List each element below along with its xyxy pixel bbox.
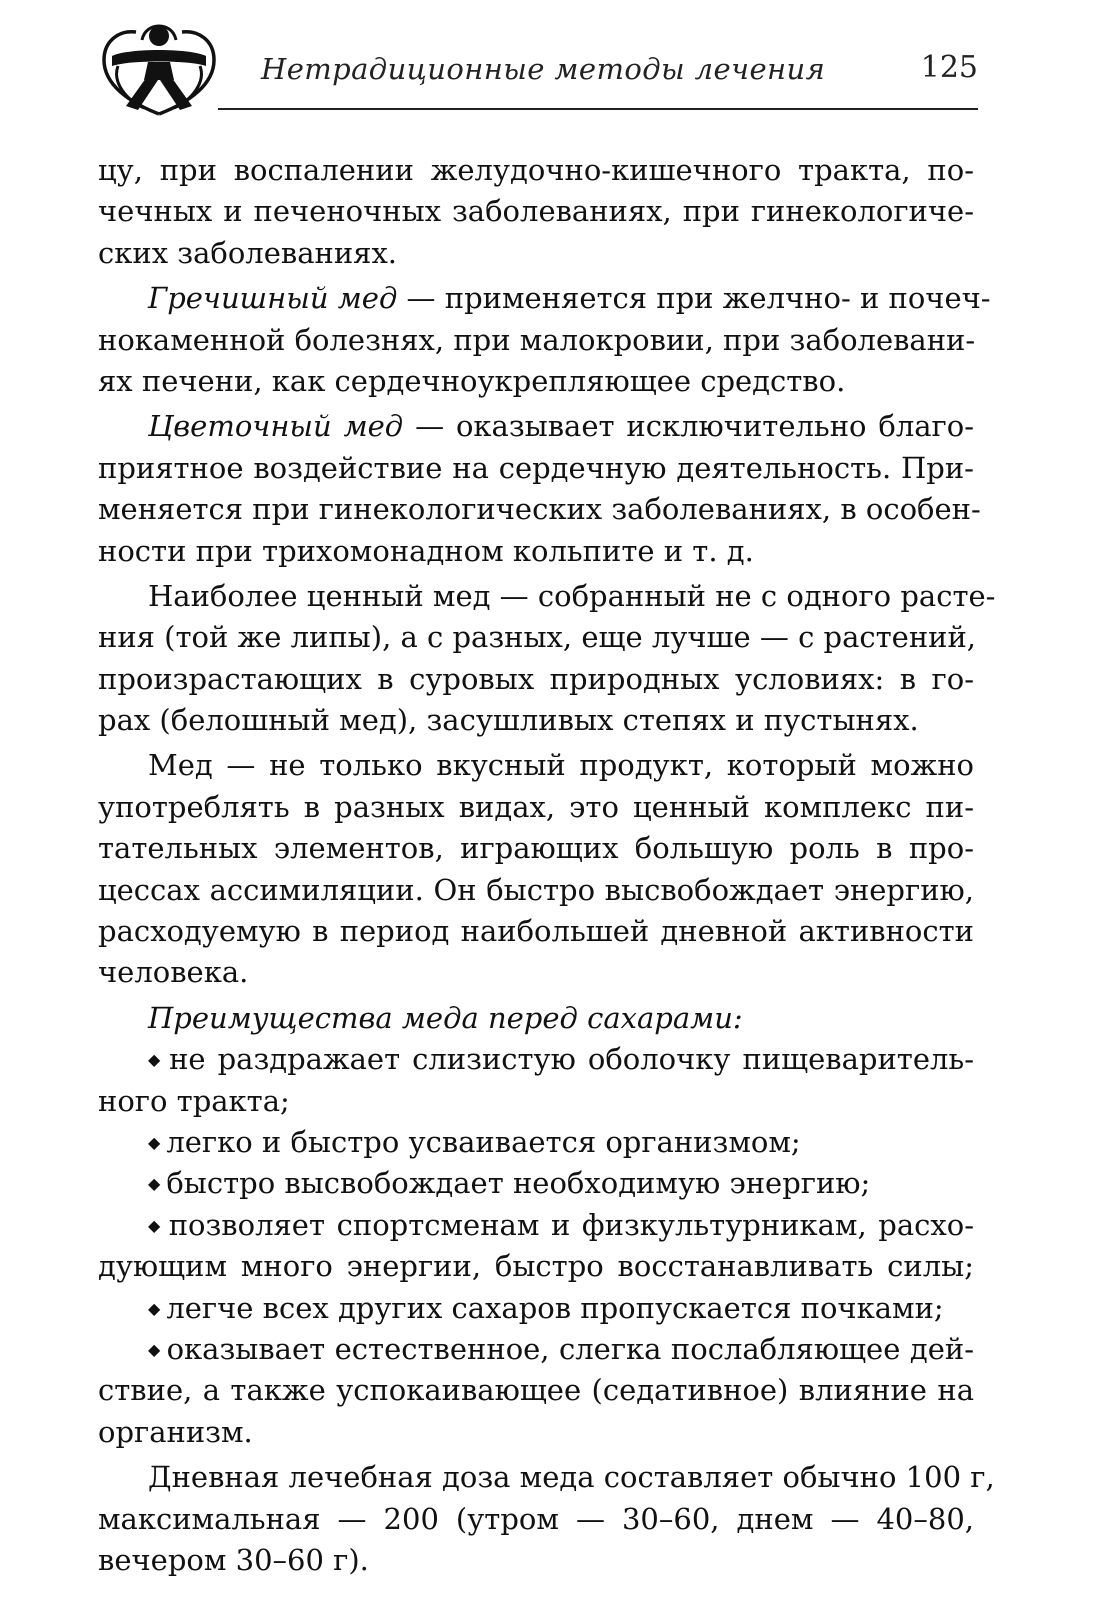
italic-term: Гречишный мед [148, 281, 398, 316]
header-divider [218, 108, 978, 110]
page-number: 125 [920, 50, 978, 85]
text-line: организм. [98, 1414, 253, 1449]
paragraph [98, 745, 974, 993]
line-text: оказывает естественное, слегка послабляющее дей- [166, 1331, 974, 1366]
advantages-list [98, 1039, 974, 1453]
line-text: легче всех других сахаров пропускается почками; [166, 1290, 944, 1325]
paragraph [98, 406, 981, 572]
list-item [98, 1329, 974, 1453]
text-line: Наиболее ценный мед — собранный не с одного расте- [148, 578, 996, 613]
diamond-bullet-icon: ◆ [148, 1050, 164, 1070]
text-line: максимальная — 200 (утром — 30–60, днем — 40–80, [98, 1501, 974, 1536]
text-line: ности при трихомонадном кольпите и т. д. [98, 533, 754, 568]
text-line: приятное воздействие на сердечную деятельность. При- [98, 450, 974, 485]
running-title: Нетрадиционные методы лечения [261, 52, 826, 86]
text-line: цу, при воспалении желудочно-кишечного тракта, по- [98, 153, 974, 187]
line-text: — применяется при желчно- и почеч- [397, 281, 991, 316]
text-line [98, 278, 991, 319]
text-line: вечером 30–60 г). [98, 1542, 369, 1577]
text-line: цессах ассимиляции. Он быстро высвобождает энергию, [98, 872, 974, 907]
text-line: ствие, а также успокаивающее (седативное) влияние на [98, 1373, 974, 1408]
diamond-bullet-icon: ◆ [148, 1298, 161, 1318]
person-emblem-icon [98, 22, 220, 117]
line-text: — оказывает исключительно благо- [403, 409, 974, 444]
text-line: чечных и печеночных заболеваниях, при гинекологиче- [98, 194, 974, 229]
diamond-bullet-icon: ◆ [148, 1132, 161, 1152]
text-line: ях печени, как сердечноукрепляющее средство. [98, 363, 846, 398]
body-text [98, 150, 996, 1581]
list-item [98, 1039, 974, 1122]
line-text: легко и быстро усваивается организмом; [166, 1124, 801, 1159]
text-line [98, 1288, 974, 1329]
text-line: дующим много энергии, быстро восстанавливать силы; [98, 1249, 974, 1284]
text-line: ских заболеваниях. [98, 235, 398, 270]
text-line: расходуемую в период наибольшей дневной активности [98, 914, 974, 949]
text-line: тательных элементов, играющих большую роль в про- [98, 831, 974, 866]
text-line: нокаменной болезнях, при малокровии, при заболевани- [98, 322, 976, 357]
page-header [98, 22, 978, 117]
text-line: произрастающих в суровых природных условиях: в го- [98, 661, 974, 696]
text-line [98, 1039, 974, 1080]
list-item [98, 1288, 974, 1329]
text-line [98, 1205, 974, 1246]
paragraph [98, 278, 991, 402]
advantages-heading: Преимущества меда перед сахарами: [148, 1000, 743, 1035]
text-line [98, 1163, 974, 1204]
paragraph [98, 1457, 995, 1581]
list-item [98, 1163, 974, 1204]
text-line [98, 1122, 974, 1163]
diamond-bullet-icon: ◆ [148, 1174, 161, 1194]
italic-term: Цветочный мед [148, 409, 404, 444]
text-line: Мед — не только вкусный продукт, который можно [148, 748, 974, 783]
list-item [98, 1205, 974, 1288]
text-line: ния (той же липы), а с разных, еще лучше — с растений, [98, 620, 977, 655]
paragraph [98, 576, 996, 742]
advantages-heading-block [98, 998, 974, 1039]
line-text: быстро высвобождает необходимую энергию; [166, 1166, 871, 1201]
text-line: употреблять в разных видах, это ценный комплекс пи- [98, 789, 974, 824]
line-text: позволяет спортсменам и физкультурникам, расхо- [168, 1207, 974, 1242]
text-line [98, 1329, 974, 1370]
text-line: Дневная лечебная доза меда составляет обычно 100 г, [148, 1460, 995, 1495]
paragraph [98, 150, 974, 274]
diamond-bullet-icon: ◆ [148, 1339, 161, 1359]
text-line: рах (белошный мед), засушливых степях и пустынях. [98, 703, 919, 738]
text-line: меняется при гинекологических заболеваниях, в особен- [98, 492, 981, 527]
text-line: человека. [98, 955, 249, 990]
diamond-bullet-icon: ◆ [148, 1215, 163, 1235]
list-item [98, 1122, 974, 1163]
line-text: не раздражает слизистую оболочку пищеваритель- [169, 1042, 974, 1077]
text-line [98, 406, 974, 447]
text-line: ного тракта; [98, 1083, 290, 1118]
